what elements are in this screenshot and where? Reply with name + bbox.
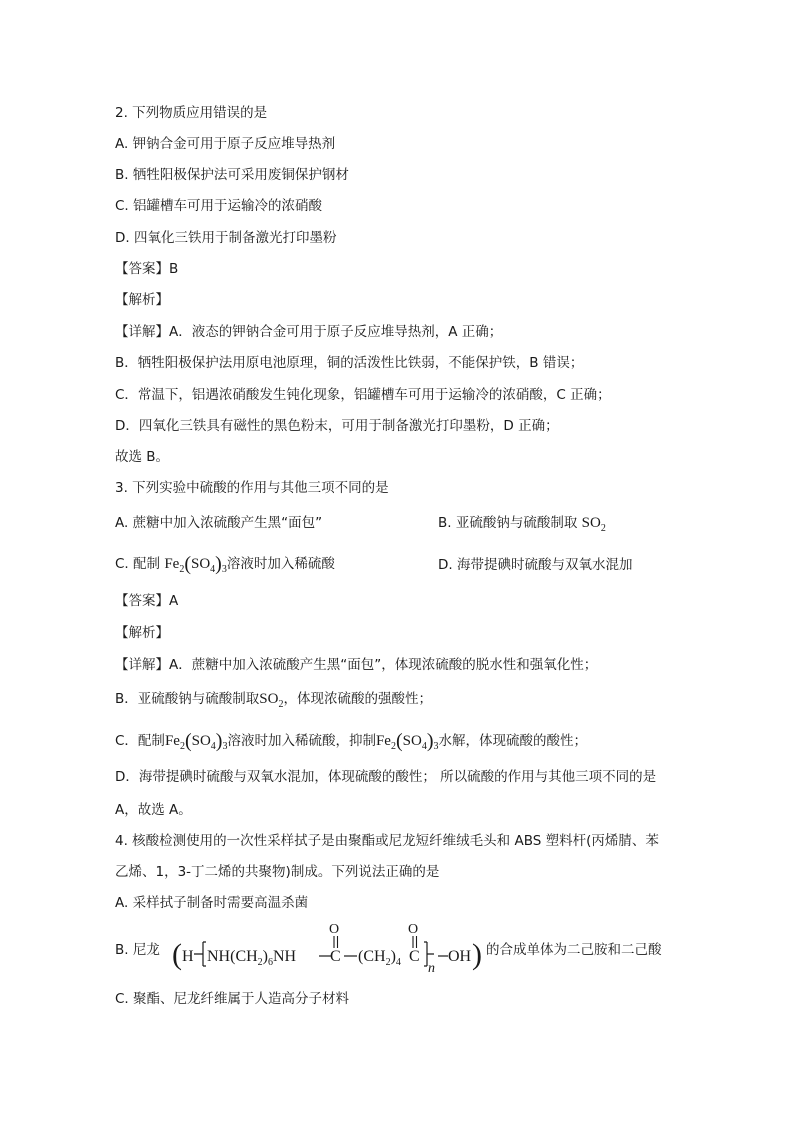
q2-conclusion: 故选 B。 — [115, 449, 170, 465]
oxygen-2: O — [408, 922, 419, 937]
fe2so43-formula: $Fe_2(SO_4)_3$ — [164, 553, 227, 575]
q3-option-d: D. 海带提碘时硫酸与双氧水混加 — [438, 557, 633, 573]
q3-option-c: C. 配制 $Fe_2(SO_4)_3$溶液时加入稀硫酸 — [115, 553, 335, 575]
svg-text:(CH2)4: $(CH_2)_4$ — [358, 948, 401, 968]
so2-formula: $SO_2$ — [581, 515, 606, 534]
q4-stem-line-2: 乙烯、1，3-丁二烯的共聚物)制成。下列说法正确的是 — [115, 864, 440, 880]
so2-formula-detail: $SO_2$ — [259, 691, 284, 710]
q2-detail-a: 【详解】A．液态的钾钠合金可用于原子反应堆导热剂，A 正确； — [115, 324, 503, 340]
q2-stem: 2. 下列物质应用错误的是 — [115, 105, 268, 121]
q3-detail-c: C．配制$Fe_2(SO_4)_3$溶液时加入稀硫酸，抑制$Fe_2(SO_4)_3$水解，体现硫酸的酸性； — [115, 730, 587, 752]
outer-paren-left: ( — [172, 938, 182, 971]
repeat-n: n — [428, 961, 435, 976]
outer-paren-right: ) — [472, 938, 482, 971]
q2-analysis: 【解析】 — [115, 292, 169, 308]
hydroxyl: OH — [448, 948, 472, 965]
q2-option-a: A. 钾钠合金可用于原子反应堆导热剂 — [115, 136, 336, 152]
q3-analysis: 【解析】 — [115, 625, 169, 641]
fe2so43-formula-detail-1: $Fe_2(SO_4)_3$ — [164, 730, 228, 752]
q2-option-c: C. 铝罐槽车可用于运输冷的浓硝酸 — [115, 198, 323, 214]
svg-text:NH(CH2)6NH: $NH(CH_2)_6NH$ — [207, 948, 297, 968]
q2-detail-c: C．常温下，铝遇浓硝酸发生钝化现象，铝罐槽车可用于运输冷的浓硝酸，C 正确； — [115, 387, 611, 403]
q3-detail-a: 【详解】A．蔗糖中加入浓硫酸产生黑“面包”，体现浓硫酸的脱水性和强氧化性； — [115, 657, 598, 673]
q2-option-b: B. 牺牲阳极保护法可采用废铜保护钢材 — [115, 167, 349, 183]
q3-detail-d: D．海带提碘时硫酸与双氧水混加，体现硫酸的酸性； 所以硫酸的作用与其他三项不同的是 — [115, 769, 657, 785]
q2-detail-b: B．牺牲阳极保护法用原电池原理，铜的活泼性比铁弱，不能保护铁，B 错误； — [115, 355, 584, 371]
q2-answer: 【答案】B — [115, 261, 179, 277]
q2-option-d: D. 四氧化三铁用于制备激光打印墨粉 — [115, 230, 337, 246]
q4-option-a: A. 采样拭子制备时需要高温杀菌 — [115, 895, 309, 911]
q3-option-a: A. 蔗糖中加入浓硫酸产生黑“面包” — [115, 515, 323, 531]
formula-h: H — [182, 948, 194, 965]
q3-option-b: B. 亚硫酸钠与硫酸制取 $SO_2$ — [438, 515, 606, 534]
q4-option-b-text: 的合成单体为二己胺和二己酸 — [486, 942, 662, 958]
nylon-structure-formula — [172, 920, 482, 976]
oxygen-1: O — [329, 922, 340, 937]
q4-option-c: C. 聚酯、尼龙纤维属于人造高分子材料 — [115, 991, 350, 1007]
q3-stem: 3. 下列实验中硫酸的作用与其他三项不同的是 — [115, 480, 389, 496]
q4-stem-line-1: 4. 核酸检测使用的一次性采样拭子是由聚酯或尼龙短纤维绒毛头和 ABS 塑料杆(丙烯腈、苯 — [115, 833, 659, 849]
carbonyl-c-1: C — [330, 948, 341, 965]
q2-detail-d: D．四氧化三铁具有磁性的黑色粉末，可用于制备激光打印墨粉，D 正确； — [115, 418, 559, 434]
q3-answer: 【答案】A — [115, 593, 179, 609]
bracket-left — [194, 942, 206, 966]
carbonyl-c-2: C — [409, 948, 420, 965]
q3-detail-b: B．亚硫酸钠与硫酸制取$SO_2$，体现浓硫酸的强酸性； — [115, 691, 432, 710]
q3-conclusion: A，故选 A。 — [115, 802, 192, 818]
fe2so43-formula-detail-2: $Fe_2(SO_4)_3$ — [375, 730, 439, 752]
q4-option-b-label: B. 尼龙 — [115, 942, 160, 958]
